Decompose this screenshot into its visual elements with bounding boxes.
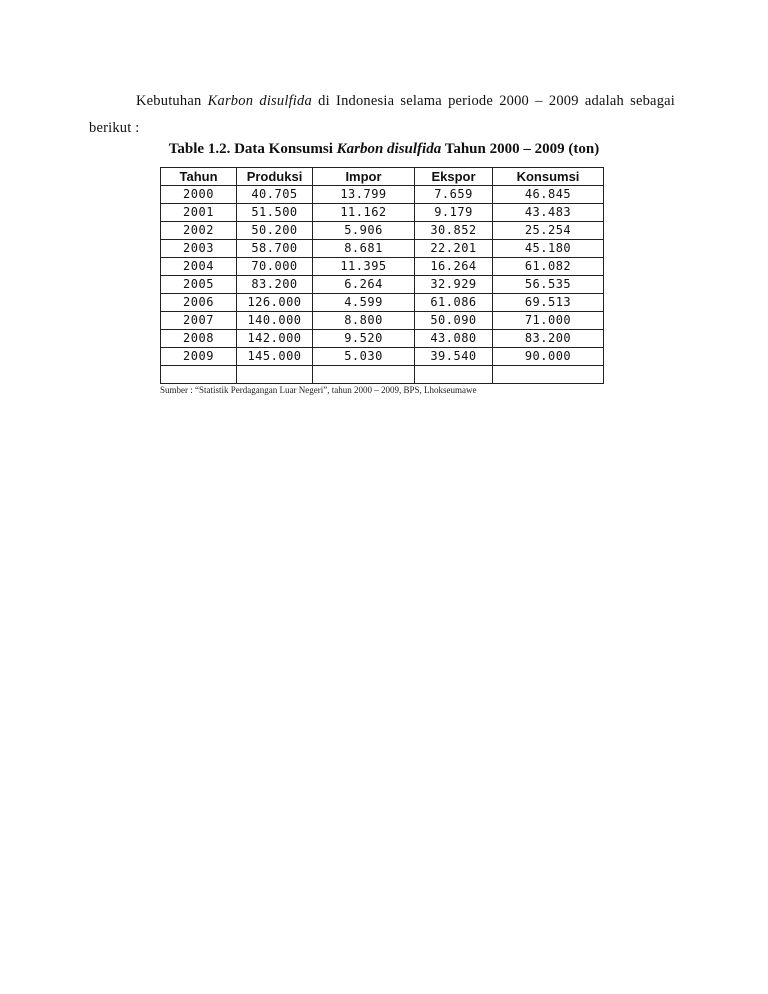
table-row [161,222,604,240]
table-cell: 2002 [161,222,237,240]
table-cell: 69.513 [493,294,604,312]
table-cell: 25.254 [493,222,604,240]
header-tahun: Tahun [161,168,237,186]
table-cell: 11.162 [313,204,415,222]
table-cell: 4.599 [313,294,415,312]
caption-italic-term: Karbon disulfida [336,141,442,157]
table-cell: 13.799 [313,186,415,204]
table-row [161,312,604,330]
table-cell [415,366,493,384]
table-caption [0,141,768,158]
table-cell: 142.000 [237,330,313,348]
table-cell: 2005 [161,276,237,294]
table-cell [237,366,313,384]
table-cell: 8.800 [313,312,415,330]
table-cell: 30.852 [415,222,493,240]
table-cell: 5.906 [313,222,415,240]
paragraph-italic-term: Karbon disulfida [207,93,312,109]
header-impor: Impor [313,168,415,186]
table-cell: 22.201 [415,240,493,258]
table-cell: 140.000 [237,312,313,330]
header-produksi: Produksi [237,168,313,186]
consumption-table [160,167,604,384]
table-cell: 2000 [161,186,237,204]
table-row [161,294,604,312]
table-cell: 2003 [161,240,237,258]
table-cell: 43.483 [493,204,604,222]
intro-paragraph [89,88,675,142]
table-row [161,330,604,348]
caption-pre: Table 1.2. Data Konsumsi [168,141,337,157]
table-cell: 83.200 [493,330,604,348]
table-cell: 16.264 [415,258,493,276]
table-cell: 5.030 [313,348,415,366]
table-cell: 43.080 [415,330,493,348]
table-cell: 11.395 [313,258,415,276]
table-cell: 9.520 [313,330,415,348]
table-cell: 40.705 [237,186,313,204]
table-cell: 2001 [161,204,237,222]
table-cell: 2004 [161,258,237,276]
table-cell: 58.700 [237,240,313,258]
table-cell: 6.264 [313,276,415,294]
table-cell: 90.000 [493,348,604,366]
table-cell [493,366,604,384]
table-row [161,276,604,294]
source-note: Sumber : “Statistik Perdagangan Luar Negeri”, tahun 2000 – 2009, BPS, Lhokseumawe [160,385,477,395]
table-header-row [161,168,604,186]
table-cell: 51.500 [237,204,313,222]
table-cell: 145.000 [237,348,313,366]
table-cell: 50.200 [237,222,313,240]
table-cell: 8.681 [313,240,415,258]
table-cell: 56.535 [493,276,604,294]
header-konsumsi: Konsumsi [493,168,604,186]
table-cell: 46.845 [493,186,604,204]
table-cell: 70.000 [237,258,313,276]
table-cell: 83.200 [237,276,313,294]
table-cell: 32.929 [415,276,493,294]
table-cell: 61.086 [415,294,493,312]
table-body [161,186,604,384]
header-ekspor: Ekspor [415,168,493,186]
table-row [161,366,604,384]
table-row [161,186,604,204]
table-row [161,348,604,366]
table-row [161,258,604,276]
table-cell: 61.082 [493,258,604,276]
table-row [161,240,604,258]
table-cell: 7.659 [415,186,493,204]
paragraph-text-pre: Kebutuhan [136,93,208,109]
table-cell [313,366,415,384]
table-cell: 45.180 [493,240,604,258]
table-cell: 2008 [161,330,237,348]
table-cell: 126.000 [237,294,313,312]
table-cell: 2009 [161,348,237,366]
table-cell: 2006 [161,294,237,312]
table-cell: 9.179 [415,204,493,222]
table-row [161,204,604,222]
table-cell: 2007 [161,312,237,330]
table-cell: 50.090 [415,312,493,330]
table-cell: 71.000 [493,312,604,330]
table-cell: 39.540 [415,348,493,366]
caption-post: Tahun 2000 – 2009 (ton) [441,141,600,157]
table-cell [161,366,237,384]
paragraph-text-post: di Indonesia selama periode 2000 – 2009 adalah sebagai berikut : [89,93,676,136]
